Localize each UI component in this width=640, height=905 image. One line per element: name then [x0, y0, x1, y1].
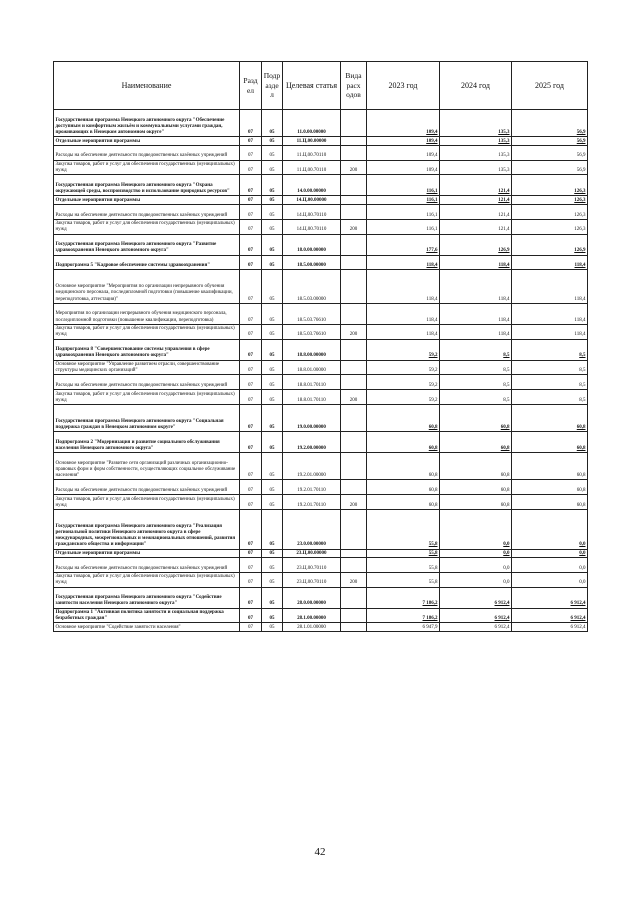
row-name: Закупка товаров, работ и услуг для обеспечения государственных (муниципальных) нужд [54, 324, 240, 339]
row-value-2023: 55,8 [367, 509, 440, 549]
row-expense-type [341, 360, 367, 375]
row-name: Основное мероприятие "Управление развитием отрасли, совершенствование структуры медицинских организаций" [54, 360, 240, 375]
row-value-2024: 118,4 [440, 255, 512, 270]
row-podrazdel: 05 [262, 572, 283, 587]
row-razdel: 07 [240, 160, 262, 175]
table-row [54, 255, 588, 270]
row-name: Отдельные мероприятия программы [54, 549, 240, 558]
row-expense-type [341, 204, 367, 219]
row-name: Подпрограмма 2 "Модернизация и развитие социального обслуживания населения Ненецкого автономного округа" [54, 432, 240, 453]
row-name: Государственная программа Ненецкого автономного округа "Обеспечение доступным и комфортным жильём и коммунальными услугами граждан, проживающих в Ненецком автономном округе" [54, 110, 240, 137]
row-value-2025: 0,0 [512, 558, 588, 573]
row-target-article: 19.2.00.00000 [283, 432, 341, 453]
row-podrazdel: 05 [262, 549, 283, 558]
row-target-article: 18.8.01.00000 [283, 360, 341, 375]
row-value-2023: 116,1 [367, 196, 440, 205]
row-value-2023: 118,4 [367, 270, 440, 303]
row-value-2023: 60,8 [367, 495, 440, 510]
row-expense-type [341, 509, 367, 549]
table-row [54, 390, 588, 405]
row-value-2023: 116,1 [367, 219, 440, 234]
table-row [54, 549, 588, 558]
row-expense-type [341, 270, 367, 303]
table-row [54, 375, 588, 390]
row-value-2025: 6 912,4 [512, 623, 588, 632]
row-name: Закупка товаров, работ и услуг для обеспечения государственных (муниципальных) нужд [54, 495, 240, 510]
row-podrazdel: 05 [262, 204, 283, 219]
row-value-2024: 121,4 [440, 219, 512, 234]
row-podrazdel: 05 [262, 608, 283, 623]
row-razdel: 07 [240, 137, 262, 146]
row-target-article: 23.Ц.00.70110 [283, 558, 341, 573]
table-row [54, 432, 588, 453]
table-row [54, 110, 588, 137]
row-razdel: 07 [240, 558, 262, 573]
row-expense-type: 200 [341, 324, 367, 339]
row-razdel: 07 [240, 303, 262, 324]
table-row [54, 509, 588, 549]
row-razdel: 07 [240, 110, 262, 137]
row-name: Государственная программа Ненецкого автономного округа "Реализация региональной политики Ненецкого автономного округа в сфере международных, межрегиональных и межнациональных отношений, развития гражданского общества и информации" [54, 509, 240, 549]
row-name: Расходы на обеспечение деятельности подведомственных казённых учреждений [54, 480, 240, 495]
row-razdel: 07 [240, 145, 262, 160]
row-target-article: 14.Ц.00.70110 [283, 204, 341, 219]
row-podrazdel: 05 [262, 404, 283, 431]
row-name: Расходы на обеспечение деятельности подведомственных казённых учреждений [54, 204, 240, 219]
row-podrazdel: 05 [262, 110, 283, 137]
row-razdel: 07 [240, 324, 262, 339]
row-value-2025: 8,5 [512, 360, 588, 375]
row-value-2024: 0,0 [440, 558, 512, 573]
row-value-2024: 60,8 [440, 432, 512, 453]
header-year-2023: 2023 год [367, 62, 440, 110]
row-target-article: 19.2.01.00000 [283, 453, 341, 480]
row-value-2024: 60,8 [440, 404, 512, 431]
row-target-article: 18.8.01.70110 [283, 375, 341, 390]
row-name: Подпрограмма 1 "Активная политика занятости и социальная поддержка безработных граждан" [54, 608, 240, 623]
row-expense-type [341, 375, 367, 390]
row-value-2023: 118,4 [367, 255, 440, 270]
row-target-article: 14.Ц.00.70110 [283, 219, 341, 234]
row-value-2024: 0,0 [440, 509, 512, 549]
row-target-article: 19.2.01.70110 [283, 480, 341, 495]
table-row [54, 480, 588, 495]
row-value-2023: 116,1 [367, 204, 440, 219]
row-podrazdel: 05 [262, 234, 283, 255]
row-razdel: 07 [240, 587, 262, 608]
row-razdel: 07 [240, 360, 262, 375]
row-value-2024: 135,3 [440, 160, 512, 175]
row-target-article: 18.8.01.70110 [283, 390, 341, 405]
row-value-2024: 6 912,4 [440, 608, 512, 623]
row-value-2023: 6 947,9 [367, 623, 440, 632]
table-row [54, 270, 588, 303]
row-podrazdel: 05 [262, 339, 283, 360]
row-expense-type [341, 234, 367, 255]
row-value-2024: 121,4 [440, 204, 512, 219]
row-target-article: 18.5.00.00000 [283, 255, 341, 270]
row-razdel: 07 [240, 375, 262, 390]
row-value-2023: 60,8 [367, 404, 440, 431]
table-row [54, 137, 588, 146]
row-value-2024: 121,4 [440, 175, 512, 196]
row-value-2025: 60,8 [512, 453, 588, 480]
table-row [54, 303, 588, 324]
row-value-2025: 0,0 [512, 572, 588, 587]
row-name: Расходы на обеспечение деятельности подведомственных казённых учреждений [54, 375, 240, 390]
row-name: Подпрограмма 8 "Совершенствование системы управления в сфере здравоохранения Ненецкого автономного округа" [54, 339, 240, 360]
row-razdel: 07 [240, 432, 262, 453]
row-expense-type: 200 [341, 219, 367, 234]
row-value-2023: 60,8 [367, 480, 440, 495]
budget-table [53, 61, 588, 632]
table-row [54, 339, 588, 360]
row-value-2024: 6 912,4 [440, 587, 512, 608]
row-name: Закупка товаров, работ и услуг для обеспечения государственных (муниципальных) нужд [54, 160, 240, 175]
table-row [54, 204, 588, 219]
row-target-article: 11.Ц.00.70110 [283, 160, 341, 175]
row-podrazdel: 05 [262, 175, 283, 196]
row-name: Основное мероприятие "Содействие занятости населения" [54, 623, 240, 632]
row-value-2024: 118,4 [440, 303, 512, 324]
row-podrazdel: 05 [262, 145, 283, 160]
row-expense-type [341, 110, 367, 137]
row-expense-type [341, 255, 367, 270]
row-value-2025: 126,9 [512, 234, 588, 255]
row-value-2024: 0,0 [440, 572, 512, 587]
row-value-2023: 60,8 [367, 432, 440, 453]
row-podrazdel: 05 [262, 196, 283, 205]
row-value-2025: 60,8 [512, 404, 588, 431]
row-value-2025: 56,9 [512, 160, 588, 175]
row-podrazdel: 05 [262, 270, 283, 303]
row-name: Закупка товаров, работ и услуг для обеспечения государственных (муниципальных) нужд [54, 572, 240, 587]
row-podrazdel: 05 [262, 390, 283, 405]
table-row [54, 196, 588, 205]
row-value-2025: 60,8 [512, 480, 588, 495]
row-target-article: 14.0.00.00000 [283, 175, 341, 196]
row-value-2025: 60,8 [512, 432, 588, 453]
row-name: Государственная программа Ненецкого автономного округа "Содействие занятости населения Ненецкого автономного округа" [54, 587, 240, 608]
header-year-2024: 2024 год [440, 62, 512, 110]
row-podrazdel: 05 [262, 623, 283, 632]
row-value-2024: 8,5 [440, 375, 512, 390]
row-name: Государственная программа Ненецкого автономного округа "Социальная поддержка граждан в Ненецком автономном округе" [54, 404, 240, 431]
row-razdel: 07 [240, 219, 262, 234]
row-expense-type [341, 558, 367, 573]
row-name: Государственная программа Ненецкого автономного округа "Охрана окружающей среды, воспроизводство и использование природных ресурсов" [54, 175, 240, 196]
row-value-2025: 8,5 [512, 339, 588, 360]
row-value-2024: 8,5 [440, 339, 512, 360]
row-podrazdel: 05 [262, 453, 283, 480]
header-year-2025: 2025 год [512, 62, 588, 110]
header-target-article: Целевая статья [283, 62, 341, 110]
row-name: Подпрограмма 5 "Кадровое обеспечение системы здравоохранения" [54, 255, 240, 270]
row-podrazdel: 05 [262, 303, 283, 324]
row-expense-type [341, 137, 367, 146]
row-target-article: 11.Ц.00.70110 [283, 145, 341, 160]
row-razdel: 07 [240, 204, 262, 219]
row-value-2023: 109,4 [367, 137, 440, 146]
row-value-2024: 118,4 [440, 270, 512, 303]
row-value-2025: 56,9 [512, 137, 588, 146]
row-value-2025: 118,4 [512, 255, 588, 270]
row-value-2024: 60,8 [440, 495, 512, 510]
row-name: Основное мероприятие "Развитие сети организаций различных организационно-правовых форм и форм собственности, осуществляющих социальное обслуживание населения" [54, 453, 240, 480]
row-value-2025: 126,3 [512, 175, 588, 196]
header-razdel: Разд ел [240, 62, 262, 110]
row-value-2024: 0,0 [440, 549, 512, 558]
row-target-article: 19.2.01.70110 [283, 495, 341, 510]
row-expense-type [341, 339, 367, 360]
row-razdel: 07 [240, 549, 262, 558]
table-row [54, 623, 588, 632]
row-expense-type [341, 432, 367, 453]
row-razdel: 07 [240, 270, 262, 303]
row-target-article: 19.0.00.00000 [283, 404, 341, 431]
row-value-2023: 59,2 [367, 339, 440, 360]
row-expense-type [341, 175, 367, 196]
row-target-article: 28.0.00.00000 [283, 587, 341, 608]
row-podrazdel: 05 [262, 480, 283, 495]
row-value-2023: 7 186,2 [367, 587, 440, 608]
row-target-article: 23.0.00.00000 [283, 509, 341, 549]
row-podrazdel: 05 [262, 509, 283, 549]
row-expense-type [341, 480, 367, 495]
row-target-article: 23.Ц.00.00000 [283, 549, 341, 558]
row-podrazdel: 05 [262, 137, 283, 146]
row-target-article: 11.0.00.00000 [283, 110, 341, 137]
row-expense-type: 200 [341, 572, 367, 587]
row-expense-type [341, 303, 367, 324]
table-row [54, 160, 588, 175]
row-expense-type [341, 453, 367, 480]
row-name: Мероприятия по организации непрерывного обучения медицинского персонала, последипломной подготовки (повышение квалификации, переподготовка) [54, 303, 240, 324]
row-value-2023: 59,2 [367, 375, 440, 390]
row-value-2024: 135,3 [440, 110, 512, 137]
row-target-article: 18.5.03.76610 [283, 303, 341, 324]
row-value-2024: 126,9 [440, 234, 512, 255]
row-expense-type [341, 587, 367, 608]
row-value-2023: 59,2 [367, 390, 440, 405]
row-value-2024: 8,5 [440, 390, 512, 405]
row-target-article: 18.5.03.00000 [283, 270, 341, 303]
row-value-2024: 121,4 [440, 196, 512, 205]
row-target-article: 14.Ц.00.00000 [283, 196, 341, 205]
table-row [54, 234, 588, 255]
row-value-2023: 109,4 [367, 110, 440, 137]
row-value-2024: 118,4 [440, 324, 512, 339]
row-podrazdel: 05 [262, 255, 283, 270]
table-body [54, 110, 588, 632]
row-target-article: 18.5.03.76610 [283, 324, 341, 339]
row-target-article: 28.1.01.00000 [283, 623, 341, 632]
row-razdel: 07 [240, 509, 262, 549]
table-row [54, 572, 588, 587]
row-value-2025: 6 912,4 [512, 608, 588, 623]
table-row [54, 145, 588, 160]
row-value-2024: 135,3 [440, 145, 512, 160]
row-value-2023: 59,2 [367, 360, 440, 375]
row-target-article: 28.1.00.00000 [283, 608, 341, 623]
row-value-2025: 8,5 [512, 390, 588, 405]
row-razdel: 07 [240, 495, 262, 510]
table-row [54, 360, 588, 375]
row-value-2023: 7 186,2 [367, 608, 440, 623]
row-razdel: 07 [240, 608, 262, 623]
row-razdel: 07 [240, 196, 262, 205]
row-value-2023: 109,4 [367, 145, 440, 160]
row-name: Отдельные мероприятия программы [54, 137, 240, 146]
table-header-row [54, 62, 588, 110]
row-value-2025: 60,8 [512, 495, 588, 510]
row-value-2023: 55,8 [367, 572, 440, 587]
table-row [54, 219, 588, 234]
row-podrazdel: 05 [262, 219, 283, 234]
row-name: Основное мероприятие "Мероприятия по организации непрерывного обучения медицинского персонала, последипломной подготовки (повышение квалификации, переподготовка, аттестация)" [54, 270, 240, 303]
row-value-2024: 135,3 [440, 137, 512, 146]
row-value-2023: 118,4 [367, 303, 440, 324]
row-value-2025: 56,9 [512, 110, 588, 137]
row-value-2023: 55,8 [367, 558, 440, 573]
row-value-2023: 55,8 [367, 549, 440, 558]
row-name: Отдельные мероприятия программы [54, 196, 240, 205]
row-razdel: 07 [240, 339, 262, 360]
row-value-2023: 177,6 [367, 234, 440, 255]
row-podrazdel: 05 [262, 375, 283, 390]
row-value-2024: 60,8 [440, 480, 512, 495]
row-value-2024: 6 912,4 [440, 623, 512, 632]
row-razdel: 07 [240, 453, 262, 480]
row-value-2025: 118,4 [512, 324, 588, 339]
row-value-2025: 118,4 [512, 303, 588, 324]
row-expense-type [341, 145, 367, 160]
row-value-2025: 6 912,4 [512, 587, 588, 608]
row-razdel: 07 [240, 404, 262, 431]
table-row [54, 453, 588, 480]
row-expense-type: 200 [341, 495, 367, 510]
row-expense-type: 200 [341, 390, 367, 405]
row-name: Расходы на обеспечение деятельности подведомственных казённых учреждений [54, 145, 240, 160]
row-name: Закупка товаров, работ и услуг для обеспечения государственных (муниципальных) нужд [54, 390, 240, 405]
row-value-2025: 126,3 [512, 196, 588, 205]
row-razdel: 07 [240, 390, 262, 405]
page-number: 42 [314, 846, 326, 858]
header-expense-type: Вида расх одов [341, 62, 367, 110]
header-podrazdel: Подр азде л [262, 62, 283, 110]
row-podrazdel: 05 [262, 360, 283, 375]
row-razdel: 07 [240, 175, 262, 196]
row-value-2023: 109,4 [367, 160, 440, 175]
row-expense-type [341, 196, 367, 205]
row-podrazdel: 05 [262, 160, 283, 175]
row-value-2025: 126,3 [512, 219, 588, 234]
row-target-article: 18.8.00.00000 [283, 339, 341, 360]
row-value-2025: 0,0 [512, 509, 588, 549]
row-value-2023: 118,4 [367, 324, 440, 339]
row-value-2024: 8,5 [440, 360, 512, 375]
row-expense-type [341, 608, 367, 623]
table-row [54, 175, 588, 196]
table-row [54, 324, 588, 339]
row-value-2023: 116,1 [367, 175, 440, 196]
row-expense-type [341, 623, 367, 632]
row-target-article: 23.Ц.00.70110 [283, 572, 341, 587]
table-row [54, 587, 588, 608]
table-row [54, 404, 588, 431]
row-razdel: 07 [240, 572, 262, 587]
row-value-2023: 60,8 [367, 453, 440, 480]
row-target-article: 18.0.00.00000 [283, 234, 341, 255]
row-expense-type: 200 [341, 160, 367, 175]
row-razdel: 07 [240, 234, 262, 255]
row-value-2025: 56,9 [512, 145, 588, 160]
row-razdel: 07 [240, 623, 262, 632]
row-podrazdel: 05 [262, 324, 283, 339]
row-razdel: 07 [240, 255, 262, 270]
row-podrazdel: 05 [262, 495, 283, 510]
row-expense-type [341, 549, 367, 558]
row-podrazdel: 05 [262, 558, 283, 573]
row-target-article: 11.Ц.00.00000 [283, 137, 341, 146]
row-podrazdel: 05 [262, 432, 283, 453]
row-razdel: 07 [240, 480, 262, 495]
row-expense-type [341, 404, 367, 431]
row-value-2024: 60,8 [440, 453, 512, 480]
row-value-2025: 0,0 [512, 549, 588, 558]
table-row [54, 495, 588, 510]
table-row [54, 608, 588, 623]
row-name: Закупка товаров, работ и услуг для обеспечения государственных (муниципальных) нужд [54, 219, 240, 234]
row-name: Государственная программа Ненецкого автономного округа "Развитие здравоохранения Ненецкого автономного округа" [54, 234, 240, 255]
row-podrazdel: 05 [262, 587, 283, 608]
row-value-2025: 118,4 [512, 270, 588, 303]
row-value-2025: 126,3 [512, 204, 588, 219]
row-value-2025: 8,5 [512, 375, 588, 390]
header-name: Наименование [54, 62, 240, 110]
row-name: Расходы на обеспечение деятельности подведомственных казённых учреждений [54, 558, 240, 573]
table-row [54, 558, 588, 573]
